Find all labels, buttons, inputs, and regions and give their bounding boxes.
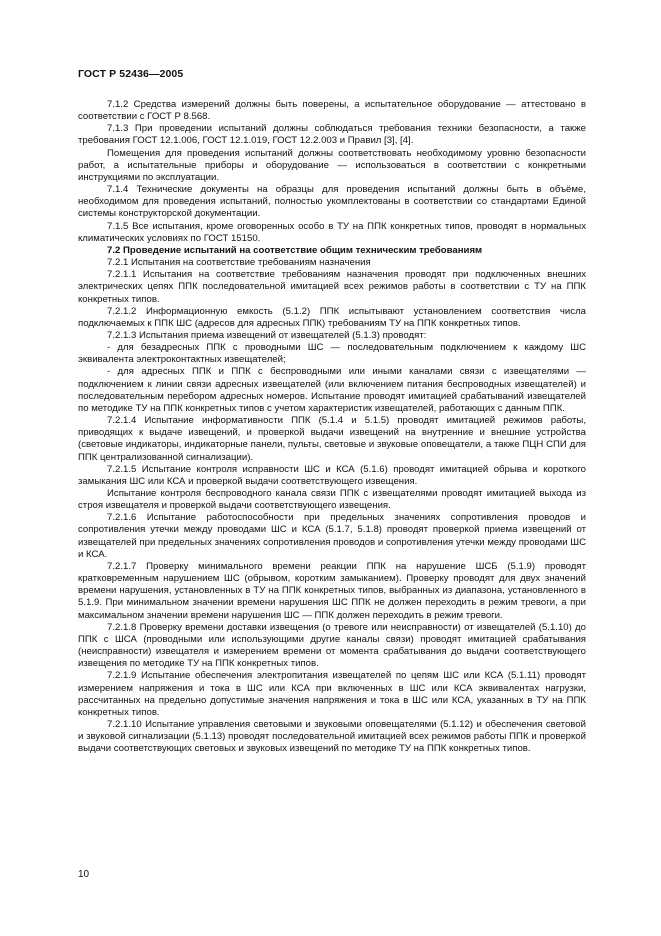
paragraph-7-2-1-5: 7.2.1.5 Испытание контроля исправности ШС и КСА (5.1.6) проводят имитацией обрыва и короткого замыкания ШС или КСА и проверкой выдачи соответствующего извещения.: [78, 463, 586, 487]
document-body: [78, 99, 586, 755]
paragraph-premises: Помещения для проведения испытаний должны соответствовать необходимому уровню безопасности работ, а испытательные приборы и оборудование — использоваться в соответствии с конкретными инструкциями по эксплуатации.: [78, 147, 586, 183]
paragraph-7-1-5: 7.1.5 Все испытания, кроме оговоренных особо в ТУ на ППК конкретных типов, проводят в нормальных климатических условиях по ГОСТ 15150.: [78, 220, 586, 244]
paragraph-7-2-1-10: 7.2.1.10 Испытание управления световыми и звуковыми оповещателями (5.1.12) и обеспечения световой и звуковой сигнализации (5.1.13) проводят последовательной имитацией всех режимов работы ППК и проверкой выдачи соответствующих световых и звуковых извещений по методике ТУ на ППК конкретных типов.: [78, 718, 586, 755]
paragraph-7-2-1-6: 7.2.1.6 Испытание работоспособности при предельных значениях сопротивления проводов и сопротивления утечки между проводами ШС и КСА (5.1.7, 5.1.8) проводят проверкой приема извещений от извещателей при предельных значениях сопротивления проводов и сопротивления утечки между проводами ШС и КСА.: [78, 512, 586, 560]
paragraph-7-2-1-7: 7.2.1.7 Проверку минимального времени реакции ППК на нарушение ШСБ (5.1.9) проводят кратковременным нарушением ШС (обрывом, коротким замыканием). Проверку проводят для двух значений времени нарушения, установленных в ТУ на ППК конкретных типов, выбранных из диапазона, установленного в 5.1.9. При минимальном значении времени нарушения ШС ППК не должен переходить в режим тревоги, а при максимальном значении времени нарушения ШС — ППК должен переходить в режим тревоги.: [78, 560, 586, 621]
paragraph-7-1-3: 7.1.3 При проведении испытаний должны соблюдаться требования техники безопасности, а также требования ГОСТ 12.1.006, ГОСТ 12.1.019, ГОСТ 12.2.003 и Правил [3], [4].: [78, 123, 586, 147]
paragraph-7-2-1-2: 7.2.1.2 Информационную емкость (5.1.2) ППК испытывают установлением соответствия числа подключаемых к ППК ШС (адресов для адресных ППК) требованиям ТУ на ППК конкретных типов.: [78, 305, 586, 329]
paragraph-7-1-2: 7.1.2 Средства измерений должны быть поверены, а испытательное оборудование — аттестовано в соответствии с ГОСТ Р 8.568.: [78, 99, 586, 123]
paragraph-wireless-test: Испытание контроля беспроводного канала связи ППК с извещателями проводят имитацией выхода из строя извещателя и проверкой выдачи соответствующего извещения.: [78, 488, 586, 512]
section-heading-7-2: 7.2 Проведение испытаний на соответствие общим техническим требованиям: [107, 244, 483, 256]
paragraph-7-2-1-9: 7.2.1.9 Испытание обеспечения электропитания извещателей по цепям ШС или КСА (5.1.11) проводят измерением напряжения и тока в ШС или КСА при включенных в ШС или КСА эквивалентах нагрузки, рассчитанных на предельно допустимые значения напряжения и тока в ШС или КСА, указанных в ТУ на ППК конкретных типов.: [78, 670, 586, 718]
paragraph-7-2-1-8: 7.2.1.8 Проверку времени доставки извещения (о тревоге или неисправности) от извещателей (5.1.10) до ППК с ШСА (проводными или использующими другие каналы связи) проводят имитацией срабатывания (неисправности) извещателя и измерением времени от момента срабатывания до выдачи соответствующего извещения по методике ТУ на ППК конкретных типов.: [78, 621, 586, 670]
subsection-heading-7-2-1: 7.2.1 Испытания на соответствие требованиям назначения: [107, 257, 371, 269]
paragraph-7-2-1-1: 7.2.1.1 Испытания на соответствие требованиям назначения проводят при подключенных внешних электрических цепях ППК последовательной имитацией всех режимов работы в соответствии с ТУ на ППК конкретных типов.: [78, 269, 586, 305]
list-item-non-addressable: - для безадресных ППК с проводными ШС — последовательным подключением к каждому ШС эквивалента электроконтактных извещателей;: [78, 342, 586, 366]
paragraph-7-2-1-3: 7.2.1.3 Испытания приема извещений от извещателей (5.1.3) проводят:: [107, 329, 427, 341]
paragraph-7-1-4: 7.1.4 Технические документы на образцы для проведения испытаний должны быть в объёме, необходимом для проведения испытаний, полностью укомплектованы в соответствии со стандартами Единой системы конструкторской документации.: [78, 184, 586, 220]
list-item-addressable: - для адресных ППК и ППК с беспроводными или иными каналами связи с извещателями — подключением к линии связи адресных извещателей (или включением питания беспроводных извещателей) и последовательным перебором адресных номеров. Испытание проводят имитацией срабатываний извещателей по методике ТУ на ППК конкретных типов с учетом характеристик извещателей, работающих с данным ППК.: [78, 366, 586, 414]
paragraph-7-2-1-4: 7.2.1.4 Испытание информативности ППК (5.1.4 и 5.1.5) проводят имитацией режимов работы, приводящих к выдаче извещений, и проверкой выдачи извещений на внутренние и внешние устройства (световые индикаторы, индикаторные панели, пульты, световые и звуковые оповещатели, а также ПЦН СПИ для ППК централизованной сигнализации).: [78, 415, 586, 463]
document-header: ГОСТ Р 52436—2005: [78, 68, 184, 80]
page-number: 10: [78, 869, 90, 880]
